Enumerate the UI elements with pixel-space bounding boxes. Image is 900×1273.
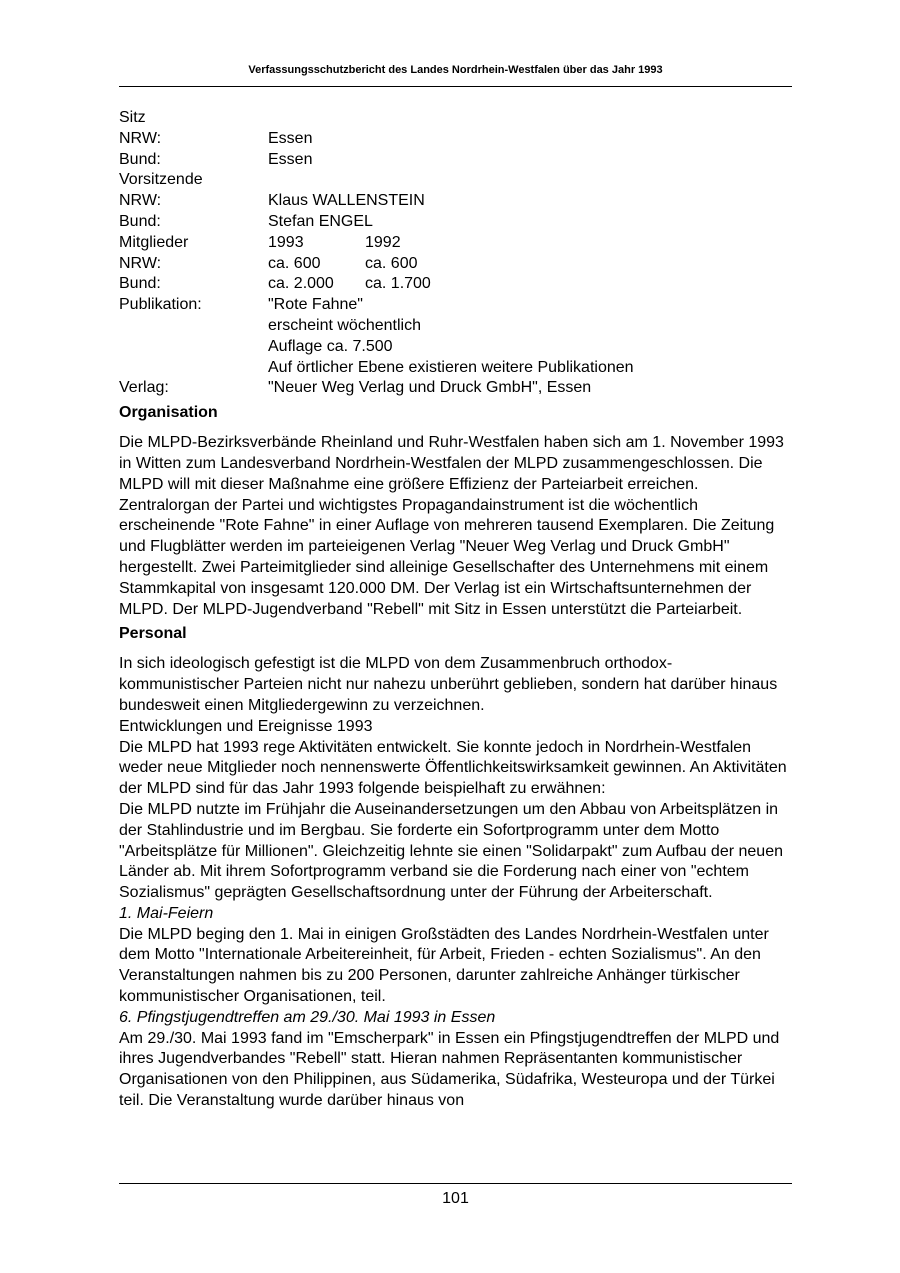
vors-bund-row	[119, 212, 792, 233]
mitgl-bund-1993: ca. 2.000	[268, 275, 334, 293]
vorsitzende-row	[119, 170, 792, 191]
mitgl-bund-label: Bund:	[119, 275, 161, 293]
publikation-line: Auf örtlicher Ebene existieren weitere Publikationen	[268, 358, 634, 376]
page-number: 101	[442, 1190, 469, 1207]
running-header: Verfassungsschutzbericht des Landes Nordrhein-Westfalen über das Jahr 1993	[248, 64, 663, 76]
personal-paragraph: In sich ideologisch gefestigt ist die MLPD von dem Zusammenbruch orthodox-kommunistischer Parteien nicht nur nahezu unberührt geblieben, sondern hat darüber hinaus bundesweit einen Mitgliedergewinn zu verzeichnen.	[119, 655, 778, 714]
fruehjahr-paragraph: Die MLPD nutzte im Frühjahr die Auseinandersetzungen um den Abbau von Arbeitsplätzen in der Stahlindustrie und im Bergbau. Sie forderte ein Sofortprogramm unter dem Motto "Arbeitsplätze für Millionen". Gleichzeitig lehnte sie einen "Solidarpakt" zum Aufbau der neuen Länder ab. Mit ihrem Sofortprogramm verband sie die Forderung nach einer von "echtem Sozialismus" geprägten Gesellschaftsordnung unter der Führung der Arbeiterschaft.	[119, 800, 783, 902]
vors-bund-label: Bund:	[119, 212, 161, 230]
mitglieder-row	[119, 233, 792, 254]
sitz-nrw-label: NRW:	[119, 129, 162, 147]
mitgl-nrw-row	[119, 254, 792, 275]
year-1993: 1993	[268, 233, 304, 251]
sitz-bund-label: Bund:	[119, 150, 161, 168]
publikation-label: Publikation:	[119, 296, 202, 314]
header-rule	[119, 86, 792, 87]
mitgl-nrw-label: NRW:	[119, 254, 162, 272]
publikation-line: erscheint wöchentlich	[268, 316, 421, 334]
vors-nrw-row	[119, 191, 792, 212]
organisation-heading: Organisation	[119, 404, 218, 422]
mai-feiern-heading: 1. Mai-Feiern	[119, 904, 214, 922]
sitz-nrw-value: Essen	[268, 129, 313, 147]
publikation-row	[119, 295, 792, 378]
footer-rule	[119, 1183, 792, 1184]
personal-heading: Personal	[119, 625, 187, 643]
mitgl-nrw-1992: ca. 600	[365, 254, 418, 272]
vors-nrw-value: Klaus WALLENSTEIN	[268, 192, 425, 210]
sitz-row	[119, 108, 792, 129]
vors-bund-value: Stefan ENGEL	[268, 212, 373, 230]
year-1992: 1992	[365, 233, 401, 251]
verlag-row	[119, 378, 792, 399]
mitgl-bund-row	[119, 274, 792, 295]
mai-feiern-paragraph: Die MLPD beging den 1. Mai in einigen Großstädten des Landes Nordrhein-Westfalen unter dem Motto "Internationale Arbeitereinheit, für Arbeit, Frieden - echten Sozialismus". An den Veranstaltungen nahmen bis zu 200 Personen, darunter zahlreiche Anhänger türkischer kommunistischer Organisationen, teil.	[119, 925, 769, 1006]
vorsitzende-label: Vorsitzende	[119, 171, 203, 189]
sitz-bund-row	[119, 150, 792, 171]
verlag-label: Verlag:	[119, 379, 169, 397]
mitgl-bund-1992: ca. 1.700	[365, 275, 431, 293]
pfingstjugendtreffen-paragraph: Am 29./30. Mai 1993 fand im "Emscherpark" in Essen ein Pfingstjugendtreffen der MLPD und ihres Jugendverbandes "Rebell" statt. Hieran nahmen Repräsentanten kommunistischer Organisationen von den Philippinen, aus Südamerika, Südafrika, Westeuropa und der Türkei teil. Die Veranstaltung wurde darüber hinaus von	[119, 1029, 780, 1110]
vors-nrw-label: NRW:	[119, 192, 162, 210]
organisation-paragraph: Die MLPD-Bezirksverbände Rheinland und Ruhr-Westfalen haben sich am 1. November 1993 in Witten zum Landesverband Nordrhein-Westfalen der MLPD zusammengeschlossen. Die MLPD will mit dieser Maßnahme eine größere Effizienz der Parteiarbeit erreichen. Zentralorgan der Partei und wichtigstes Propagandainstrument ist die wöchentlich erscheinende "Rote Fahne" in einer Auflage von mehreren tausend Exemplaren. Die Zeitung und Flugblätter werden im parteieigenen Verlag "Neuer Weg Verlag und Druck GmbH" hergestellt. Zwei Parteimitglieder sind alleinige Gesellschafter des Unternehmens mit einem Stammkapital von insgesamt 120.000 DM. Der Verlag ist ein Wirtschaftsunternehmen der MLPD. Der MLPD-Jugendverband "Rebell" mit Sitz in Essen unterstützt die Parteiarbeit.	[119, 434, 784, 618]
page-body	[119, 108, 792, 1112]
sitz-label: Sitz	[119, 109, 146, 126]
publikation-line: "Rote Fahne"	[268, 296, 363, 314]
verlag-value: "Neuer Weg Verlag und Druck GmbH", Essen	[268, 379, 592, 397]
pfingstjugendtreffen-heading: 6. Pfingstjugendtreffen am 29./30. Mai 1993 in Essen	[119, 1008, 496, 1026]
mitglieder-label: Mitglieder	[119, 233, 189, 251]
sitz-nrw-row	[119, 129, 792, 150]
entwicklungen-paragraph: Die MLPD hat 1993 rege Aktivitäten entwickelt. Sie konnte jedoch in Nordrhein-Westfalen weder neue Mitglieder noch nennenswerte Öffentlichkeitswirksamkeit gewinnen. An Aktivitäten der MLPD sind für das Jahr 1993 folgende beispielhaft zu erwähnen:	[119, 738, 787, 798]
entwicklungen-subheading: Entwicklungen und Ereignisse 1993	[119, 717, 373, 735]
publikation-line: Auflage ca. 7.500	[268, 337, 393, 355]
sitz-bund-value: Essen	[268, 150, 313, 168]
mitgl-nrw-1993: ca. 600	[268, 254, 321, 272]
